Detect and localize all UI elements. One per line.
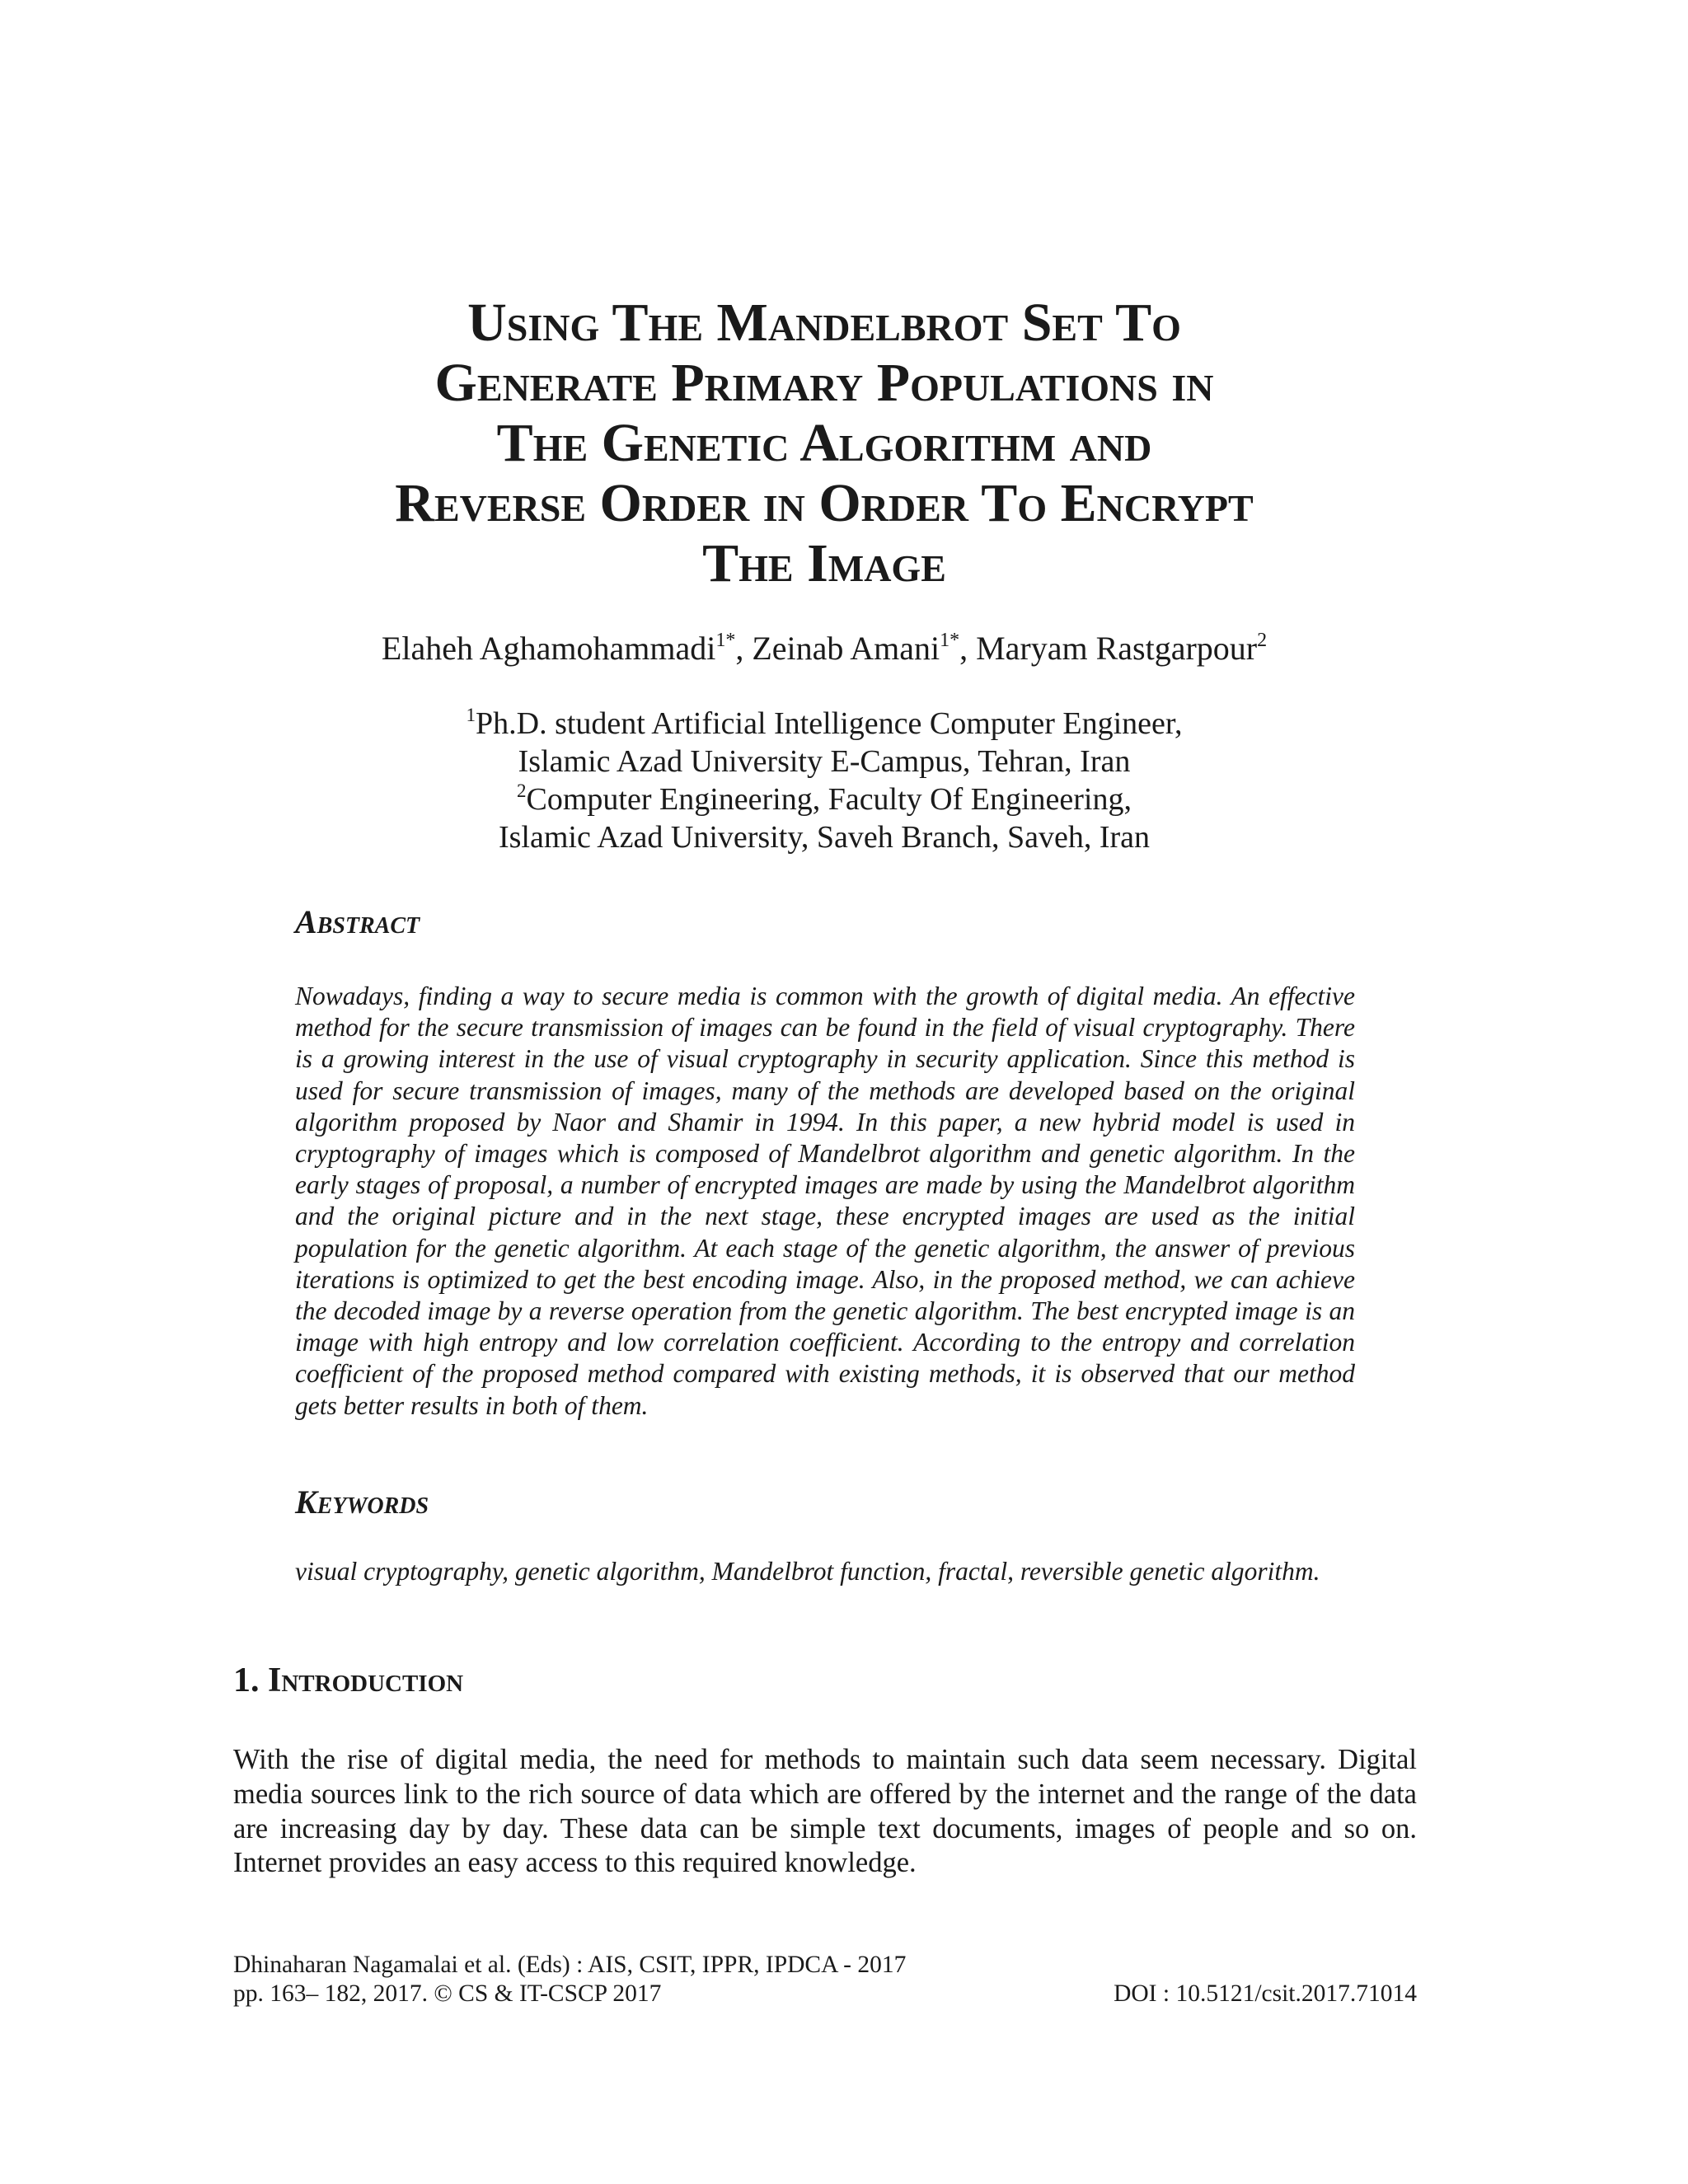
footer-doi: DOI : 10.5121/csit.2017.71014 [1114,1980,1417,2007]
keywords-text: visual cryptography, genetic algorithm, Mandelbrot function, fractal, reversible genetic algorithm. [295,1557,1320,1586]
affiliation-line: Islamic Azad University E-Campus, Tehran, Iran [518,744,1131,779]
footer-row [233,1980,1417,2008]
keywords-heading: Keywords [295,1483,429,1521]
title-line: Generate Primary Populations in [434,353,1214,413]
author-affiliation-mark: 1* [940,630,960,651]
page-footer [233,1951,1417,2008]
author-affiliation-mark: 2 [1257,630,1268,651]
title-line: Reverse Order in Order To Encrypt [395,473,1254,533]
title-line: The Genetic Algorithm and [496,413,1152,473]
author-name: Zeinab Amani [752,630,940,667]
affiliation-mark: 1 [466,705,476,725]
author-affiliation-mark: 1* [715,630,736,651]
author-name: Maryam Rastgarpour [976,630,1258,667]
author-list: Elaheh Aghamohammadi$^{1*}$, Zeinab Amani$^{1*}$, Maryam Rastgarpour$^2$ [381,630,1268,667]
author-name: Elaheh Aghamohammadi [381,630,716,667]
abstract-heading: Abstract [295,903,420,940]
affiliations [247,705,1401,856]
paper-title [247,293,1401,593]
introduction-text: With the rise of digital media, the need for methods to maintain such data seem necessary. Digital media sources link to the rich source of data which are offered by the internet and the range of the data are increasing day by day. These data can be simple text documents, images of people and so on. Internet provides an easy access to this required knowledge. [233,1744,1417,1879]
affiliation-mark: 2 [517,780,527,801]
introduction-heading: 1. Introduction [233,1661,464,1699]
affiliation-line: $^1$Ph.D. student Artificial Intelligence Computer Engineer, [466,705,1183,741]
footer-pages-copyright: pp. 163– 182, 2017. © CS & IT-CSCP 2017 [233,1980,662,2007]
title-line: Using The Mandelbrot Set To [467,293,1181,353]
footer-proceedings: Dhinaharan Nagamalai et al. (Eds) : AIS, CSIT, IPPR, IPDCA - 2017 [233,1952,907,1978]
abstract-text: Nowadays, finding a way to secure media is common with the growth of digital media. An effective method for the secure transmission of images can be found in the field of visual cryptography. There is a growing interest in the use of visual cryptography in security application. Since this method is used for secure transmission of images, many of the methods are developed based on the original algorithm proposed by Naor and Shamir in 1994. In this paper, a new hybrid model is used in cryptography of images which is composed of Mandelbrot algorithm and genetic algorithm. In the early stages of proposal, a number of encrypted images are made by using the Mandelbrot algorithm and the original picture and in the next stage, these encrypted images are used as the initial population for the genetic algorithm. At each stage of the genetic algorithm, the answer of previous iterations is optimized to get the best encoding image. Also, in the proposed method, we can achieve the decoded image by a reverse operation from the genetic algorithm. The best encrypted image is an image with high entropy and low correlation coefficient. According to the entropy and correlation coefficient of the proposed method compared with existing methods, it is observed that our method gets better results in both of them. [295,982,1355,1420]
title-line: The Image [702,533,946,593]
affiliation-line: $^2$Computer Engineering, Faculty Of Engineering, [517,780,1132,817]
affiliation-line: Islamic Azad University, Saveh Branch, Saveh, Iran [498,820,1151,855]
